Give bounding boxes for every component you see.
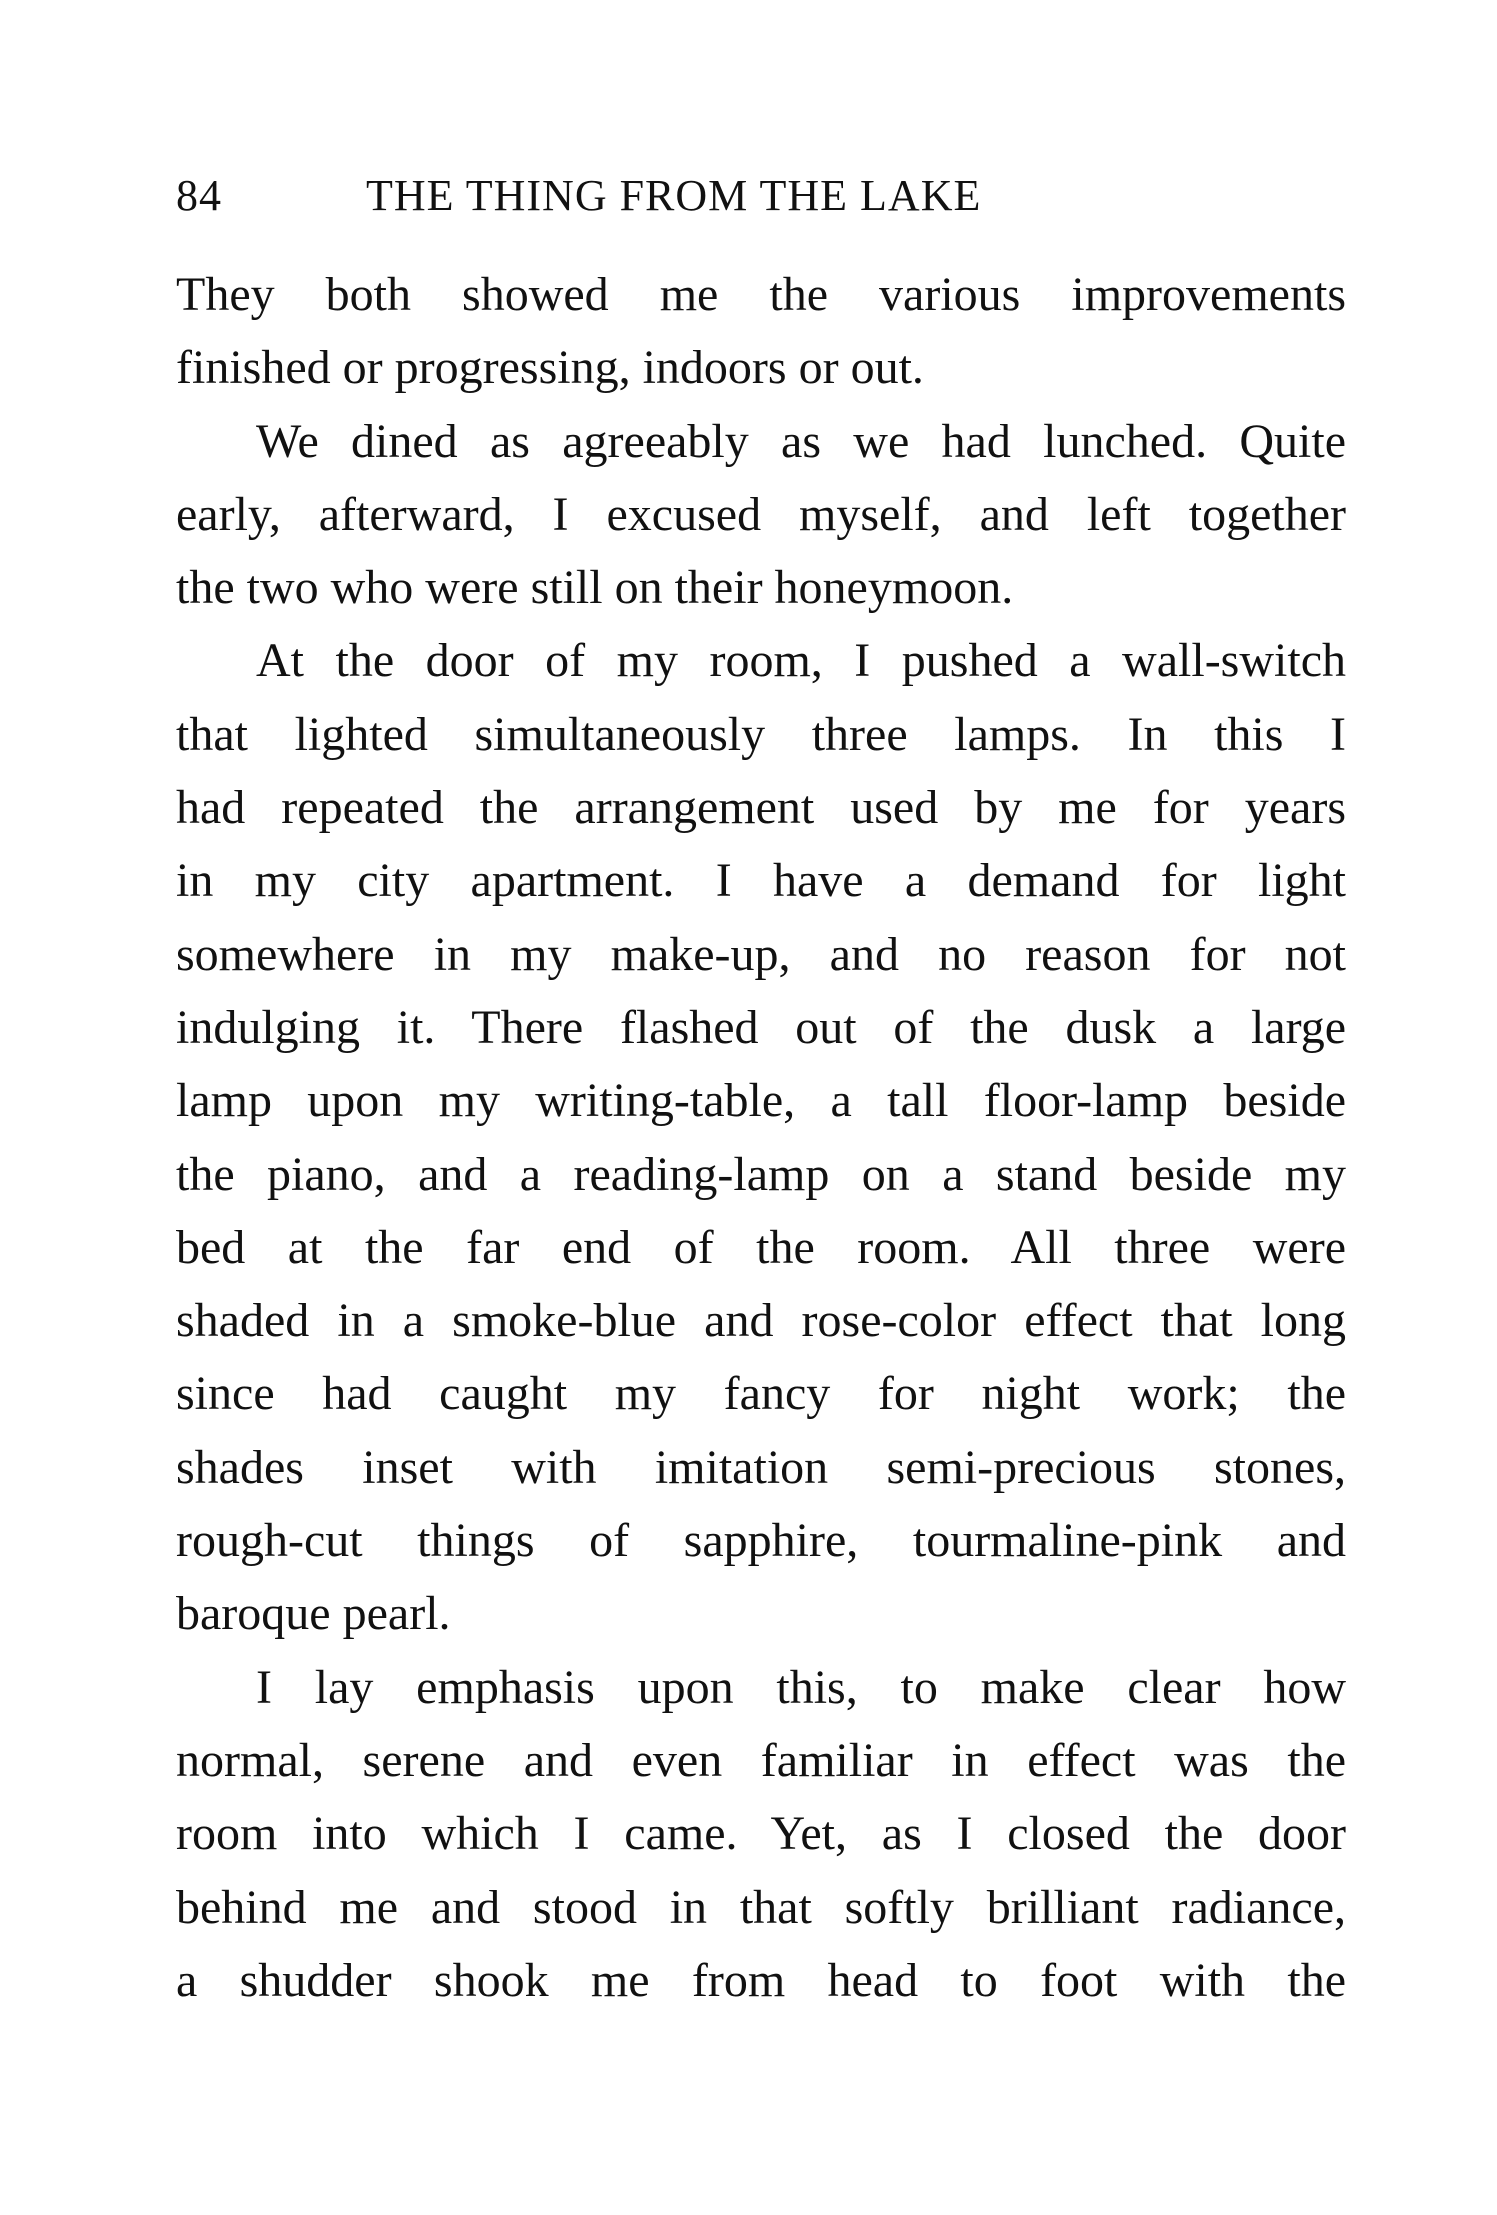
text-line: I lay emphasis upon this, to make clear how: [256, 1660, 1346, 1714]
body-text: [176, 258, 1346, 2017]
text-line: a shudder shook me from head to foot with the: [176, 1953, 1346, 2007]
text-line: room into which I came. Yet, as I closed the door: [176, 1807, 1346, 1861]
text-line: the two who were still on their honeymoon.: [176, 561, 1014, 615]
text-line: that lighted simultaneously three lamps. In this I: [176, 707, 1346, 761]
text-line: somewhere in my make-up, and no reason for not: [176, 927, 1346, 981]
text-line: They both showed me the various improvements: [176, 268, 1346, 321]
paragraph: [176, 405, 1346, 625]
text-line: behind me and stood in that softly brilliant radiance,: [176, 1880, 1346, 1934]
text-line: the piano, and a reading-lamp on a stand beside my: [176, 1147, 1346, 1201]
text-line: since had caught my fancy for night work; the: [176, 1367, 1346, 1421]
text-line: normal, serene and even familiar in effect was the: [176, 1733, 1346, 1787]
text-line: rough-cut things of sapphire, tourmaline-pink and: [176, 1514, 1346, 1568]
text-line: finished or progressing, indoors or out.: [176, 341, 924, 395]
text-line: At the door of my room, I pushed a wall-switch: [256, 634, 1346, 688]
page-header: [176, 168, 1346, 224]
paragraph: [176, 624, 1346, 1650]
text-line: had repeated the arrangement used by me for years: [176, 781, 1346, 835]
page-number: 84: [176, 171, 222, 220]
text-line: We dined as agreeably as we had lunched. Quite: [256, 414, 1346, 468]
text-line: bed at the far end of the room. All three were: [176, 1220, 1346, 1274]
paragraph: [176, 258, 1346, 405]
text-line: shades inset with imitation semi-precious stones,: [176, 1440, 1346, 1494]
text-line: early, afterward, I excused myself, and left together: [176, 487, 1346, 541]
text-line: indulging it. There flashed out of the dusk a large: [176, 1000, 1346, 1054]
text-line: in my city apartment. I have a demand for light: [176, 854, 1346, 908]
running-head: THE THING FROM THE LAKE: [366, 171, 982, 220]
paragraph: [176, 1651, 1346, 2017]
text-line: shaded in a smoke-blue and rose-color effect that long: [176, 1294, 1346, 1348]
text-line: lamp upon my writing-table, a tall floor-lamp beside: [176, 1074, 1346, 1128]
text-line: baroque pearl.: [176, 1587, 451, 1641]
